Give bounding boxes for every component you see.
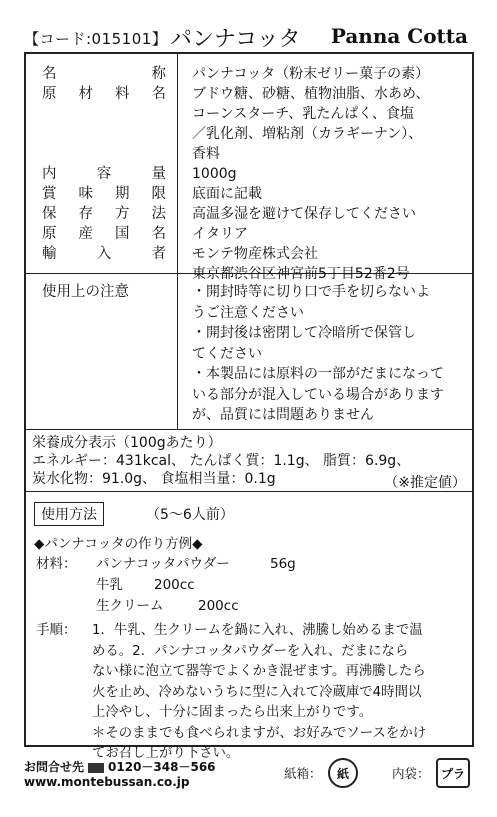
nutrition-line-2: 炭水化物：91.0g、 食塩相当量：0.1g <box>32 471 276 487</box>
basic-key-char: 産 <box>78 226 93 242</box>
basic-key-char: 存 <box>78 206 93 222</box>
material-name: パンナコッタパウダー <box>96 556 230 572</box>
caution-line: ・本製品には原料の一部がだまになって <box>192 366 444 382</box>
caution-section <box>26 274 472 430</box>
footer <box>24 758 474 798</box>
basic-value-line: イタリア <box>192 226 248 242</box>
tel-number: 0120－348－566 <box>108 760 216 774</box>
basic-key-char: 国 <box>115 226 130 242</box>
basic-value-line: コーンスターチ、乳たんぱく、食塩 <box>192 106 415 122</box>
basic-key-char: 味 <box>78 186 93 202</box>
method-tag: 使用方法 <box>34 502 104 526</box>
nutrition-estimate-note: （※推定値） <box>384 475 466 491</box>
basic-key-char: 方 <box>115 206 130 222</box>
basic-key-char: 賞 <box>42 186 57 202</box>
basic-key-2 <box>42 164 166 184</box>
caution-line: が、品質には問題ありません <box>192 407 374 423</box>
basic-key-char: 保 <box>42 206 57 222</box>
step-line: める。2．パンナコッタパウダーを入れ、だまになら <box>92 643 409 659</box>
plastic-recycle-icon <box>436 758 470 788</box>
basic-key-char: 称 <box>151 66 166 82</box>
materials-label: 材料： <box>36 556 77 572</box>
paper-mark-text: 紙 <box>336 766 349 781</box>
material-amount: 200cc <box>154 577 195 593</box>
basic-key-char: 輸 <box>42 246 57 262</box>
plastic-mark-text: プラ <box>440 766 465 781</box>
material-name: 牛乳 <box>96 577 123 593</box>
contact-label: お問合せ先 <box>24 760 85 774</box>
step-line: ＊そのままでも食べられますが、お好みでソースをかけ <box>92 725 427 741</box>
caution-line: ・開封時等に切り口で手を切らないよ <box>192 284 430 300</box>
caution-key <box>26 274 178 429</box>
caution-line: いる部分が混入している場合があります <box>192 386 444 403</box>
caution-label: 使用上の注意 <box>42 284 129 300</box>
website-url: www.montebussan.co.jp <box>24 775 190 789</box>
caution-line: ・開封後は密閉して冷暗所で保管し <box>192 325 416 341</box>
basic-key-char: 原 <box>42 86 57 102</box>
paper-recycle-icon <box>328 758 358 788</box>
material-amount: 200cc <box>198 598 239 614</box>
basic-info-keys <box>26 54 178 273</box>
basic-key-char: 限 <box>151 186 166 202</box>
inner-bag-label: 内袋： <box>392 766 430 781</box>
basic-value-line: 1000g <box>192 166 237 182</box>
product-code: 【コード:015101】 <box>24 30 168 48</box>
title-bar <box>24 22 474 52</box>
steps-label: 手順： <box>36 622 77 638</box>
servings: （5～6人前） <box>146 507 234 523</box>
caution-values <box>178 274 472 429</box>
step-line: ない様に泡立て器等でよくかき混ぜます。再沸騰したら <box>92 664 426 679</box>
basic-value-line: パンナコッタ（粉末ゼリー菓子の素） <box>192 66 430 82</box>
recipe-heading: ◆パンナコッタの作り方例◆ <box>34 536 203 552</box>
basic-key-char: 名 <box>42 66 57 82</box>
nutrition-section <box>26 430 472 492</box>
paper-box-label: 紙箱： <box>284 766 322 781</box>
basic-info-values <box>178 54 472 282</box>
phone-icon <box>88 763 104 773</box>
basic-key-char: 者 <box>151 246 166 262</box>
basic-key-char: 名 <box>151 226 166 242</box>
basic-key-6 <box>42 244 166 264</box>
basic-key-char: 量 <box>151 166 166 182</box>
basic-value-line: 底面に記載 <box>192 186 262 202</box>
label-box <box>24 52 474 761</box>
material-name: 生クリーム <box>96 598 164 614</box>
basic-key-char: 材 <box>78 86 93 102</box>
product-name-en: Panna Cotta <box>330 24 468 48</box>
basic-value-line: モンテ物産株式会社 <box>192 246 318 262</box>
basic-key-5 <box>42 224 166 244</box>
basic-key-char: 名 <box>151 86 166 102</box>
basic-key-char: 内 <box>42 166 57 182</box>
caution-line: てください <box>192 345 262 362</box>
basic-key-char: 期 <box>115 186 130 202</box>
contact-info <box>24 760 216 790</box>
basic-value-line: 香料 <box>192 146 220 162</box>
basic-key-4 <box>42 204 166 224</box>
nutrition-line-1: エネルギー：431kcal、 たんぱく質：1.1g、 脂質：6.9g、 <box>32 453 411 469</box>
basic-info-table <box>26 54 472 282</box>
basic-value-line: ブドウ糖、砂糖、植物油脂、水あめ、 <box>192 86 430 102</box>
basic-key-char: 入 <box>96 246 112 262</box>
material-amount: 56g <box>270 556 296 572</box>
basic-value-line: 高温多湿を避けて保存してください <box>192 206 416 222</box>
basic-key-char: 容 <box>96 166 112 182</box>
basic-key-1 <box>42 84 166 104</box>
basic-value-line: ／乳化剤、増粘剤（カラギーナン）、 <box>192 126 423 142</box>
step-line: 1．牛乳、生クリームを鍋に入れ、沸騰し始めるまで温 <box>92 623 423 638</box>
step-line: 上冷やし、十分に固まったら出来上がりです。 <box>92 705 373 720</box>
basic-key-3 <box>42 184 166 204</box>
basic-key-char: 法 <box>151 206 166 222</box>
method-section <box>26 492 472 761</box>
step-line: 火を止め、冷めないうちに型に入れて冷蔵庫で4時間以 <box>92 684 422 700</box>
basic-key-0 <box>42 64 166 84</box>
step-line: てお召し上がり下さい。 <box>92 746 240 761</box>
basic-key-char: 原 <box>42 226 57 242</box>
basic-value-line: 東京都渋谷区神宮前5丁目52番2号 <box>192 266 410 282</box>
caution-line: うご注意ください <box>192 304 304 321</box>
product-name-jp: パンナコッタ <box>170 27 301 52</box>
basic-key-char: 料 <box>115 86 130 102</box>
nutrition-title: 栄養成分表示（100gあたり） <box>32 435 222 451</box>
